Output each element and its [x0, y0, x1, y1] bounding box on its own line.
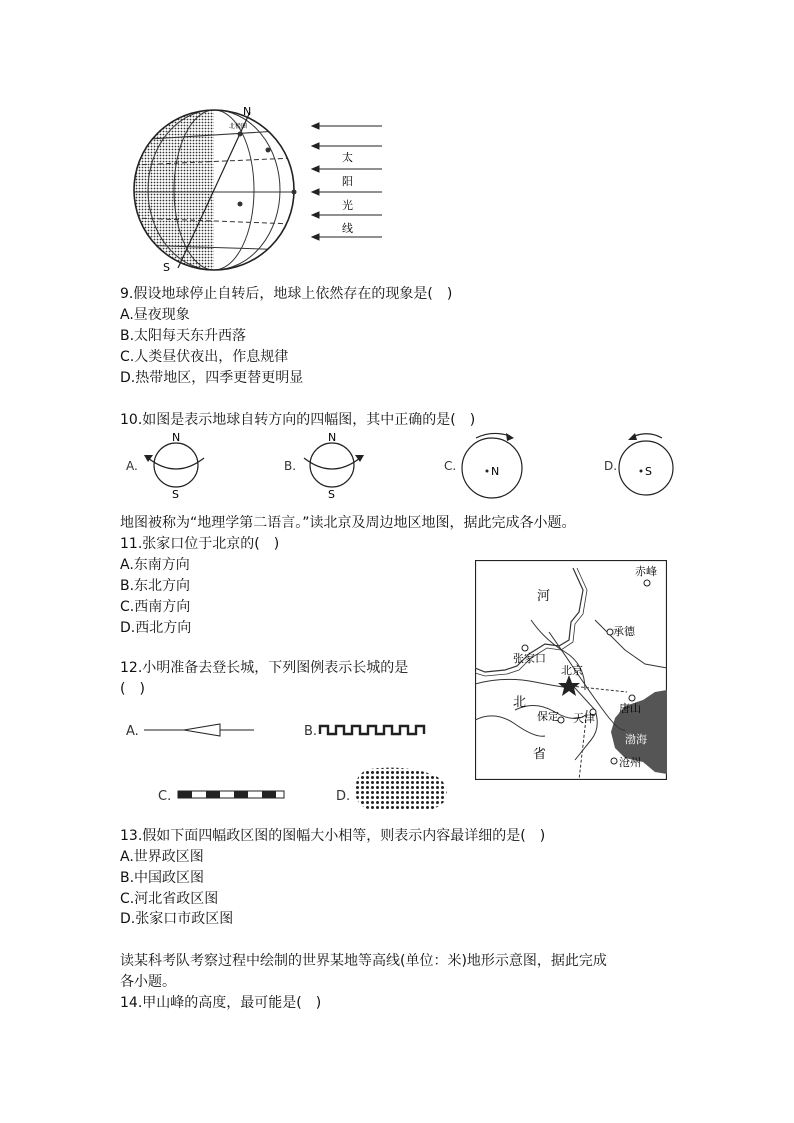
q9-option-c: C.人类昼伏夜出，作息规律 [120, 349, 289, 365]
map-label-beijing: 北京 [561, 664, 583, 677]
q10-label-b: B. [284, 459, 297, 473]
map-label-he: 河 [537, 589, 551, 604]
north-pole-label: N [243, 105, 252, 118]
svg-text:N: N [328, 431, 337, 444]
q13-stem: 13.假如下面四幅政区图的图幅大小相等，则表示内容最详细的是( ) [120, 828, 546, 844]
beijing-region-map [475, 560, 667, 780]
map-label-bohai: 渤海 [625, 733, 647, 746]
q12-label-a: A. [126, 724, 139, 739]
q12-legend-options [120, 710, 460, 810]
q11-stem: 11.张家口位于北京的( ) [120, 536, 280, 552]
q10-label-a: A. [126, 459, 138, 473]
sun-char-3: 光 [342, 199, 353, 212]
sun-char-1: 太 [342, 151, 353, 164]
q12-stem-line2: ( ) [120, 681, 145, 697]
intro-q14-line2: 各小题。 [120, 974, 176, 990]
intro-q14-line1: 读某科考队考察过程中绘制的世界某地等高线(单位：米)地形示意图，据此完成 [120, 953, 607, 969]
q13-option-a: A.世界政区图 [120, 849, 204, 865]
q12-stem-line1: 12.小明准备去登长城，下列图例表示长城的是 [120, 660, 409, 676]
q13-option-c: C.河北省政区图 [120, 891, 219, 907]
svg-text:S: S [645, 465, 652, 478]
map-label-tangshan: 唐山 [619, 702, 641, 715]
svg-text:S: S [172, 488, 179, 501]
map-label-bei: 北 [513, 695, 527, 710]
q10-figure-b [304, 431, 364, 501]
q12-legend-b-great-wall [320, 726, 424, 734]
map-label-chifeng: 赤峰 [635, 565, 657, 578]
q10-label-d: D. [604, 459, 618, 473]
q12-label-d: D. [336, 789, 351, 804]
intro-q11: 地图被称为“地理学第二语言。”读北京及周边地区地图，据此完成各小题。 [120, 515, 576, 531]
sun-char-2: 阳 [342, 175, 353, 188]
map-label-cangzhou: 沧州 [619, 756, 641, 769]
svg-text:S: S [328, 488, 335, 501]
map-label-baoding: 保定 [537, 710, 559, 723]
q14-stem: 14.甲山峰的高度，最可能是( ) [120, 995, 322, 1011]
sun-char-4: 线 [342, 222, 353, 235]
q12-label-b: B. [304, 724, 318, 739]
q9-stem: 9.假设地球停止自转后，地球上依然存在的现象是( ) [120, 286, 453, 302]
q12-legend-a-arrow [144, 724, 254, 736]
map-label-tianjin: 天津 [573, 712, 595, 725]
q10-figure-d [619, 433, 673, 495]
q12-label-c: C. [158, 789, 172, 804]
q12-legend-d-dotted-area [355, 768, 447, 810]
q9-option-a: A.昼夜现象 [120, 307, 190, 323]
q9-option-b: B.太阳每天东升西落 [120, 328, 247, 344]
globe-illumination-figure [120, 100, 400, 278]
q11-option-c: C.西南方向 [120, 599, 191, 615]
q11-option-a: A.东南方向 [120, 557, 190, 573]
svg-text:N: N [491, 465, 500, 478]
q10-rotation-figures [120, 428, 680, 502]
map-label-sheng: 省 [533, 747, 547, 762]
q9-option-d: D.热带地区，四季更替更明显 [120, 370, 304, 386]
q11-option-b: B.东北方向 [120, 578, 191, 594]
q10-stem: 10.如图是表示地球自转方向的四幅图，其中正确的是( ) [120, 412, 476, 428]
arctic-circle-label: 北极圈 [229, 123, 248, 130]
q12-legend-c-railway [178, 791, 284, 798]
map-label-chengde: 承德 [613, 625, 635, 638]
q13-option-d: D.张家口市政区图 [120, 911, 234, 927]
map-label-zhangjiakou: 张家口 [513, 652, 546, 665]
south-pole-label: S [163, 261, 170, 274]
svg-text:N: N [172, 431, 181, 444]
q11-option-d: D.西北方向 [120, 620, 192, 636]
q10-label-c: C. [444, 459, 457, 473]
q13-option-b: B.中国政区图 [120, 870, 205, 886]
q10-figure-a [144, 431, 204, 501]
q10-figure-c [462, 433, 522, 498]
